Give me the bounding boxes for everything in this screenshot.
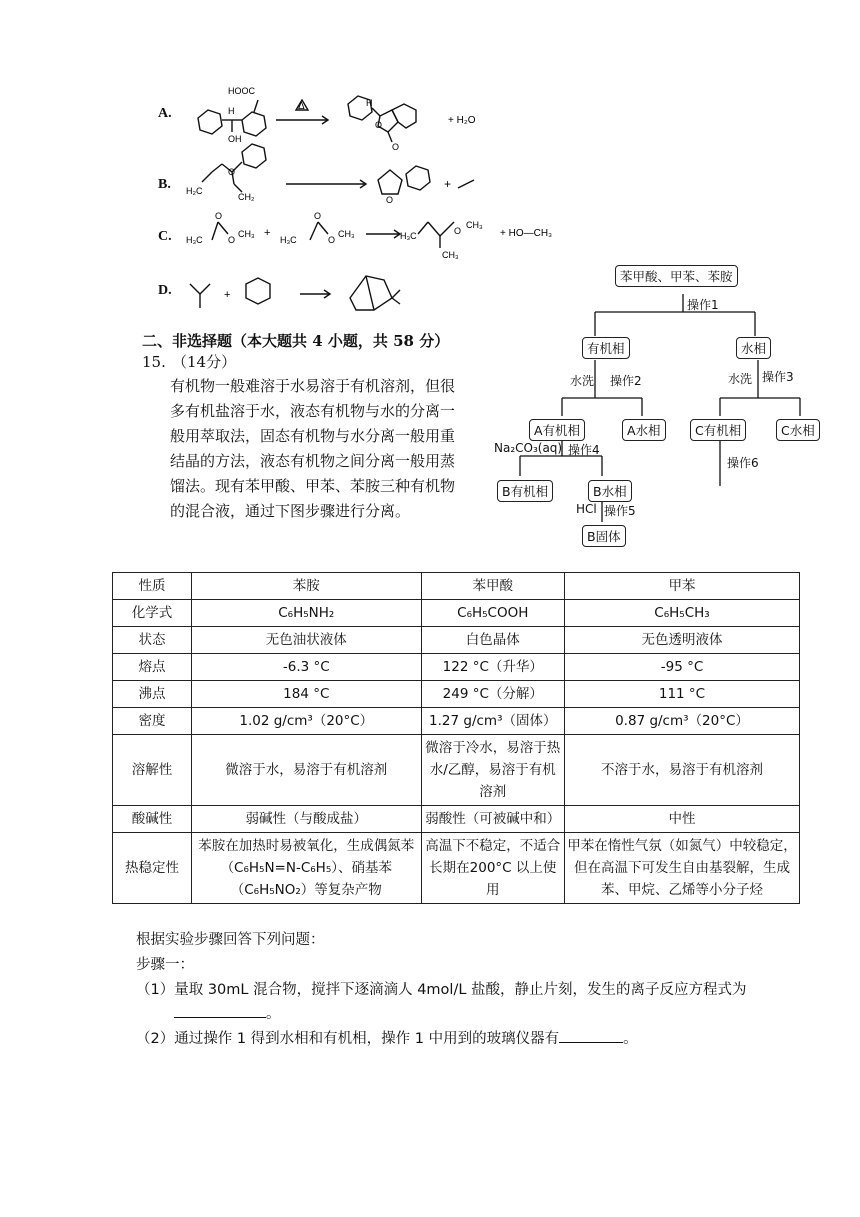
- table-cell: 微溶于水，易溶于有机溶剂: [192, 735, 422, 806]
- table-cell: 化学式: [113, 600, 192, 627]
- option-c-product: [418, 222, 454, 248]
- option-c-ester1-o: O: [228, 235, 236, 245]
- table-header-cell: 性质: [113, 573, 192, 600]
- option-c-prod-h3c: H₃C: [400, 231, 417, 241]
- intro-line: 有机物一般难溶于水易溶于有机溶剂，但很: [170, 377, 456, 395]
- table-row: [113, 833, 800, 904]
- option-a-product: [348, 96, 416, 142]
- question-1: （1）量取 30mL 混合物，搅拌下逐滴滴人 4mol/L 盐酸，静止片刻，发生的离子反应方程式为: [136, 982, 747, 998]
- option-b-product: [378, 166, 474, 194]
- intro-line: 的混合液，通过下图步骤进行分离。: [170, 502, 411, 520]
- option-c-ester2-o: O: [328, 235, 336, 245]
- table-cell: 弱碱性（与酸成盐）: [192, 806, 422, 833]
- question-2-text: （2）通过操作 1 得到水相和有机相，操作 1 中用到的玻璃仪器有: [136, 1031, 560, 1047]
- flow-c-organic: C有机相: [690, 419, 746, 441]
- table-cell: C₆H₅COOH: [421, 600, 564, 627]
- flow-a-organic: A有机相: [529, 419, 585, 441]
- question-intro: [170, 374, 480, 524]
- table-cell: 无色透明液体: [565, 627, 800, 654]
- table-cell: 1.27 g/cm³（固体）: [421, 708, 564, 735]
- option-b-o: O: [228, 167, 236, 177]
- flow-wash-right: 水洗: [728, 372, 753, 386]
- table-row: [113, 708, 800, 735]
- option-a-hooc: HOOC: [228, 86, 255, 96]
- questions-lead: 根据实验步骤回答下列问题：: [136, 932, 325, 948]
- option-b-plus: +: [444, 177, 452, 191]
- option-d-label: D.: [158, 283, 172, 298]
- intro-line: 结晶的方法，液态有机物之间分离一般用蒸: [170, 452, 456, 470]
- answer-blank-1[interactable]: [174, 1017, 266, 1018]
- table-cell: 热稳定性: [113, 833, 192, 904]
- table-header-cell: 苯胺: [192, 573, 422, 600]
- table-row: [113, 735, 800, 806]
- option-a-oh: OH: [228, 134, 242, 144]
- table-cell: 249 °C（分解）: [421, 681, 564, 708]
- flow-op4: 操作4: [568, 443, 600, 457]
- table-cell: 122 °C（升华）: [421, 654, 564, 681]
- option-a-byproduct: + H₂O: [448, 115, 476, 126]
- option-c-ester1-h3c: H₃C: [186, 235, 203, 245]
- option-d-plus: +: [224, 289, 231, 301]
- option-a-ring-o: O: [375, 120, 383, 130]
- table-cell: 中性: [565, 806, 800, 833]
- table-cell: C₆H₅CH₃: [565, 600, 800, 627]
- flow-mixture: 苯甲酸、甲苯、苯胺: [615, 265, 738, 287]
- option-c-prod-sub-ch3: CH₃: [442, 250, 459, 260]
- option-d-product: [350, 276, 400, 310]
- table-cell: 111 °C: [565, 681, 800, 708]
- option-b-ring-o: O: [386, 195, 394, 205]
- option-c-ester2-h3c: H₃C: [280, 235, 297, 245]
- option-c-prod-o: O: [454, 226, 462, 236]
- option-b-label: B.: [158, 177, 171, 192]
- option-c-label: C.: [158, 229, 172, 244]
- table-row: [113, 654, 800, 681]
- table-cell: -95 °C: [565, 654, 800, 681]
- table-cell: 不溶于水，易溶于有机溶剂: [565, 735, 800, 806]
- question-points: （14分）: [172, 353, 237, 371]
- question-2-end: 。: [623, 1031, 638, 1047]
- table-cell: 状态: [113, 627, 192, 654]
- option-a-carbonyl-o: O: [392, 142, 400, 152]
- flow-b-aqueous: B水相: [588, 480, 632, 502]
- flow-op6: 操作6: [727, 456, 759, 470]
- section-title: 二、非选择题（本大题共 4 小题，共 58 分）: [142, 332, 450, 350]
- table-cell: 弱酸性（可被碱中和）: [421, 806, 564, 833]
- flow-op2: 操作2: [610, 374, 642, 388]
- table-cell: 苯胺在加热时易被氧化，生成偶氮苯（C₆H₅N=N-C₆H₅）、硝基苯（C₆H₅NO₂）等复杂产物: [192, 833, 422, 904]
- option-c-ester1-ch3: CH₃: [238, 229, 255, 239]
- option-c-prod-ch3: CH₃: [466, 220, 483, 230]
- option-c-plus: +: [264, 227, 271, 239]
- table-cell: 熔点: [113, 654, 192, 681]
- question-1-end: 。: [266, 1006, 281, 1022]
- step-one-label: 步骤一：: [136, 957, 194, 973]
- table-row: [113, 600, 800, 627]
- table-cell: 1.02 g/cm³（20°C）: [192, 708, 422, 735]
- table-header-cell: 甲苯: [565, 573, 800, 600]
- option-a-ring-h: H: [366, 98, 373, 108]
- flow-aqueous-phase: 水相: [736, 337, 771, 359]
- flow-op5: 操作5: [604, 504, 636, 518]
- intro-line: 般用萃取法，固态有机物与水分离一般用重: [170, 427, 456, 445]
- flow-b-organic: B有机相: [497, 480, 553, 502]
- option-c-ester2-ch3: CH₃: [338, 229, 355, 239]
- flowchart-lines: [490, 260, 830, 550]
- table-cell: 甲苯在惰性气氛（如氮气）中较稳定，但在高温下可发生自由基裂解，生成苯、甲烷、乙烯等小分子烃: [565, 833, 800, 904]
- flow-c-aqueous: C水相: [776, 419, 820, 441]
- flow-na2co3: Na₂CO₃(aq): [494, 441, 563, 455]
- flow-b-solid: B固体: [582, 525, 626, 547]
- answer-blank-2[interactable]: [559, 1042, 623, 1043]
- flow-op3: 操作3: [762, 370, 794, 384]
- option-c-ester2-carbonyl: O: [314, 211, 322, 221]
- table-cell: 白色晶体: [421, 627, 564, 654]
- table-row: [113, 681, 800, 708]
- question-2: [136, 1027, 638, 1048]
- table-row: [113, 806, 800, 833]
- table-cell: 酸碱性: [113, 806, 192, 833]
- option-a-h: H: [228, 106, 235, 116]
- flow-organic-phase: 有机相: [582, 337, 630, 359]
- option-c-byproduct: + HO—CH₃: [500, 228, 553, 239]
- option-b-ch2: CH₂: [238, 192, 255, 202]
- table-cell: C₆H₅NH₂: [192, 600, 422, 627]
- option-a-label: A.: [158, 106, 172, 121]
- table-cell: 184 °C: [192, 681, 422, 708]
- table-cell: 溶解性: [113, 735, 192, 806]
- table-row: [113, 627, 800, 654]
- table-header-cell: 苯甲酸: [421, 573, 564, 600]
- table-cell: 无色油状液体: [192, 627, 422, 654]
- table-header-row: [113, 573, 800, 600]
- intro-line: 馏法。现有苯甲酸、甲苯、苯胺三种有机物: [170, 477, 456, 495]
- question-1-answer: [174, 1002, 281, 1023]
- question-number: 15.: [142, 353, 166, 371]
- flow-hcl: HCl: [576, 502, 597, 516]
- option-b-h2c: H₂C: [186, 186, 203, 196]
- table-cell: 沸点: [113, 681, 192, 708]
- option-c-ester1-carbonyl: O: [215, 211, 223, 221]
- table-cell: 高温下不稳定，不适合长期在200°C 以上使用: [421, 833, 564, 904]
- flow-a-aqueous: A水相: [622, 419, 666, 441]
- intro-line: 多有机盐溶于水，液态有机物与水的分离一: [170, 402, 456, 420]
- option-a-delta: Δ: [298, 101, 305, 112]
- table-cell: 0.87 g/cm³（20°C）: [565, 708, 800, 735]
- properties-table: [112, 572, 800, 904]
- flow-wash-left: 水洗: [570, 374, 595, 388]
- flow-op1: 操作1: [687, 298, 719, 312]
- table-cell: 密度: [113, 708, 192, 735]
- table-cell: 微溶于冷水，易溶于热水/乙醇，易溶于有机溶剂: [421, 735, 564, 806]
- table-cell: -6.3 °C: [192, 654, 422, 681]
